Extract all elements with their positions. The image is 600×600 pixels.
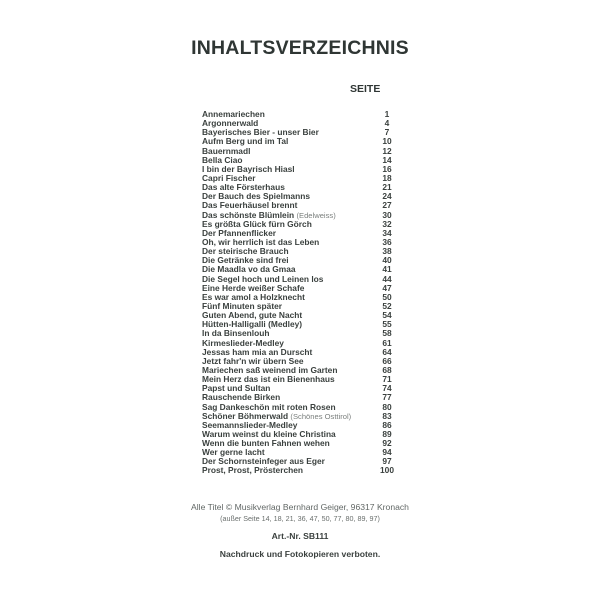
toc-entry-page: 64 xyxy=(382,346,392,357)
toc-entry-page: 83 xyxy=(382,410,392,421)
toc-entry-page: 97 xyxy=(382,456,392,467)
toc-entry-page: 30 xyxy=(382,209,392,220)
toc-entry-page: 77 xyxy=(382,392,392,403)
toc-entry-note: (Schönes Osttirol) xyxy=(290,411,352,421)
toc-entry-title-text: Sag Dankeschön mit roten Rosen xyxy=(202,401,336,412)
toc-entry-page: 27 xyxy=(382,200,392,211)
toc-entry-title-text: Schöner Böhmerwald xyxy=(202,410,289,421)
toc-entry-page: 24 xyxy=(382,191,392,202)
toc-entry-title-text: Seemannslieder-Medley xyxy=(202,419,298,430)
toc-entry-title xyxy=(202,466,303,475)
toc-entry-title-text: Hütten-Halligalli (Medley) xyxy=(202,319,303,330)
page-title: INHALTSVERZEICHNIS xyxy=(191,37,409,59)
toc-entry-page: 94 xyxy=(382,447,392,458)
toc-entry-page: 44 xyxy=(382,273,392,284)
toc-entry-title-text: Kirmeslieder-Medley xyxy=(202,337,284,348)
page-column-header: SEITE xyxy=(350,83,381,95)
toc-entry-title-text: Eine Herde weißer Schafe xyxy=(202,282,305,293)
toc-entry-page: 52 xyxy=(382,300,392,311)
toc-entry-title-text: Es größta Glück fürn Görch xyxy=(202,218,312,229)
toc-entry-page: 40 xyxy=(382,255,392,266)
toc-entry-title-text: Aufm Berg und im Tal xyxy=(202,136,289,147)
toc-entry-title-text: Argonnerwald xyxy=(202,118,259,129)
toc-entry-page: 54 xyxy=(382,310,392,321)
toc-entry-page: 66 xyxy=(382,355,392,366)
toc-entry-page: 68 xyxy=(382,364,392,375)
toc-entry-title-text: Papst und Sultan xyxy=(202,383,271,394)
toc-entry-note: (Edelweiss) xyxy=(296,210,336,220)
toc-entry-page: 55 xyxy=(382,319,392,330)
toc-entry-title-text: Es war amol a Holzknecht xyxy=(202,291,305,302)
toc-entry-page: 21 xyxy=(382,182,392,193)
toc-entry-page: 32 xyxy=(382,218,392,229)
toc-entry-title-text: I bin der Bayrisch Hiasl xyxy=(202,163,295,174)
toc-entry-page: 89 xyxy=(382,428,392,439)
toc-entry-page: 41 xyxy=(382,264,392,275)
toc-entry-page: 61 xyxy=(382,337,392,348)
reproduction-notice: Nachdruck und Fotokopieren verboten. xyxy=(219,549,381,559)
toc-entry-page: 18 xyxy=(382,172,392,183)
copyright-exceptions: (außer Seite 14, 18, 21, 36, 47, 50, 77, 80, 89, 97) xyxy=(220,514,380,523)
toc-entry-page: 10 xyxy=(382,136,392,147)
toc-entry-page: 50 xyxy=(382,291,392,302)
toc-entry-title-text: Wer gerne lacht xyxy=(202,447,265,458)
toc-entry-page: 86 xyxy=(382,419,392,430)
toc-entry-page: 36 xyxy=(382,236,392,247)
toc-entry-title-text: Wenn die bunten Fahnen wehen xyxy=(202,438,330,449)
toc-entry-page: 80 xyxy=(382,401,392,412)
toc-entry-title-text: Der Pfannenflicker xyxy=(202,227,277,238)
table-of-contents xyxy=(202,110,402,476)
toc-entry-page: 34 xyxy=(382,227,392,238)
toc-entry-title-text: Jetzt fahr'n wir übern See xyxy=(202,355,304,366)
toc-entry-page: 4 xyxy=(384,118,390,129)
toc-entry-title-text: Capri Fischer xyxy=(202,172,256,183)
toc-entry-page: 14 xyxy=(382,154,392,165)
toc-entry-title-text: Mariechen saß weinend im Garten xyxy=(202,364,338,375)
toc-entry-title-text: Warum weinst du kleine Christina xyxy=(202,428,336,439)
toc-entry-title-text: Das Feuerhäusel brennt xyxy=(202,200,298,211)
toc-entry-page: 100 xyxy=(380,465,394,476)
toc-entry-title-text: Bella Ciao xyxy=(202,154,243,165)
toc-entry-title-text: Das alte Försterhaus xyxy=(202,182,285,193)
toc-entry-title-text: In da Binsenlouh xyxy=(202,328,270,339)
toc-entry-page: 38 xyxy=(382,246,392,257)
toc-entry-page: 47 xyxy=(382,282,392,293)
article-number: Art.-Nr. SB111 xyxy=(271,531,329,541)
toc-entry-title-text: Jessas ham mia an Durscht xyxy=(202,346,313,357)
toc-entry-title-text: Bayerisches Bier - unser Bier xyxy=(202,127,319,138)
toc-entry-title-text: Die Getränke sind frei xyxy=(202,255,289,266)
toc-entry-title-text: Der Bauch des Spielmanns xyxy=(202,191,310,202)
toc-entry-title-text: Oh, wir herrlich ist das Leben xyxy=(202,236,320,247)
toc-entry-title-text: Annemariechen xyxy=(202,109,265,119)
toc-entry-title-text: Die Segel hoch und Leinen los xyxy=(202,273,324,284)
toc-entry-page: 7 xyxy=(384,127,390,138)
toc-entry-title-text: Der Schornsteinfeger aus Eger xyxy=(202,456,325,467)
toc-entry-page: 71 xyxy=(382,374,392,385)
toc-entry-page: 92 xyxy=(382,438,392,449)
toc-entry-page: 1 xyxy=(384,109,390,119)
toc-entry-page: 74 xyxy=(382,383,392,394)
toc-entry-title-text: Die Maadla vo da Gmaa xyxy=(202,264,296,275)
toc-entry-title-text: Rauschende Birken xyxy=(202,392,281,403)
copyright-notice: Alle Titel © Musikverlag Bernhard Geiger, 96317 Kronach xyxy=(191,502,409,512)
toc-entry-title-text: Mein Herz das ist ein Bienenhaus xyxy=(202,374,335,385)
toc-entry-title-text: Der steirische Brauch xyxy=(202,246,289,257)
toc-entry-title-text: Das schönste Blümlein xyxy=(202,209,295,220)
toc-entry xyxy=(202,466,402,475)
toc-entry-page: 58 xyxy=(382,328,392,339)
toc-entry-title-text: Guten Abend, gute Nacht xyxy=(202,310,303,321)
toc-entry-page: 12 xyxy=(382,145,392,156)
toc-entry-page: 16 xyxy=(382,163,392,174)
toc-entry-title-text: Bauernmadl xyxy=(202,145,251,156)
toc-entry-title-text: Prost, Prost, Prösterchen xyxy=(202,465,303,476)
toc-entry-title-text: Fünf Minuten später xyxy=(202,300,283,311)
